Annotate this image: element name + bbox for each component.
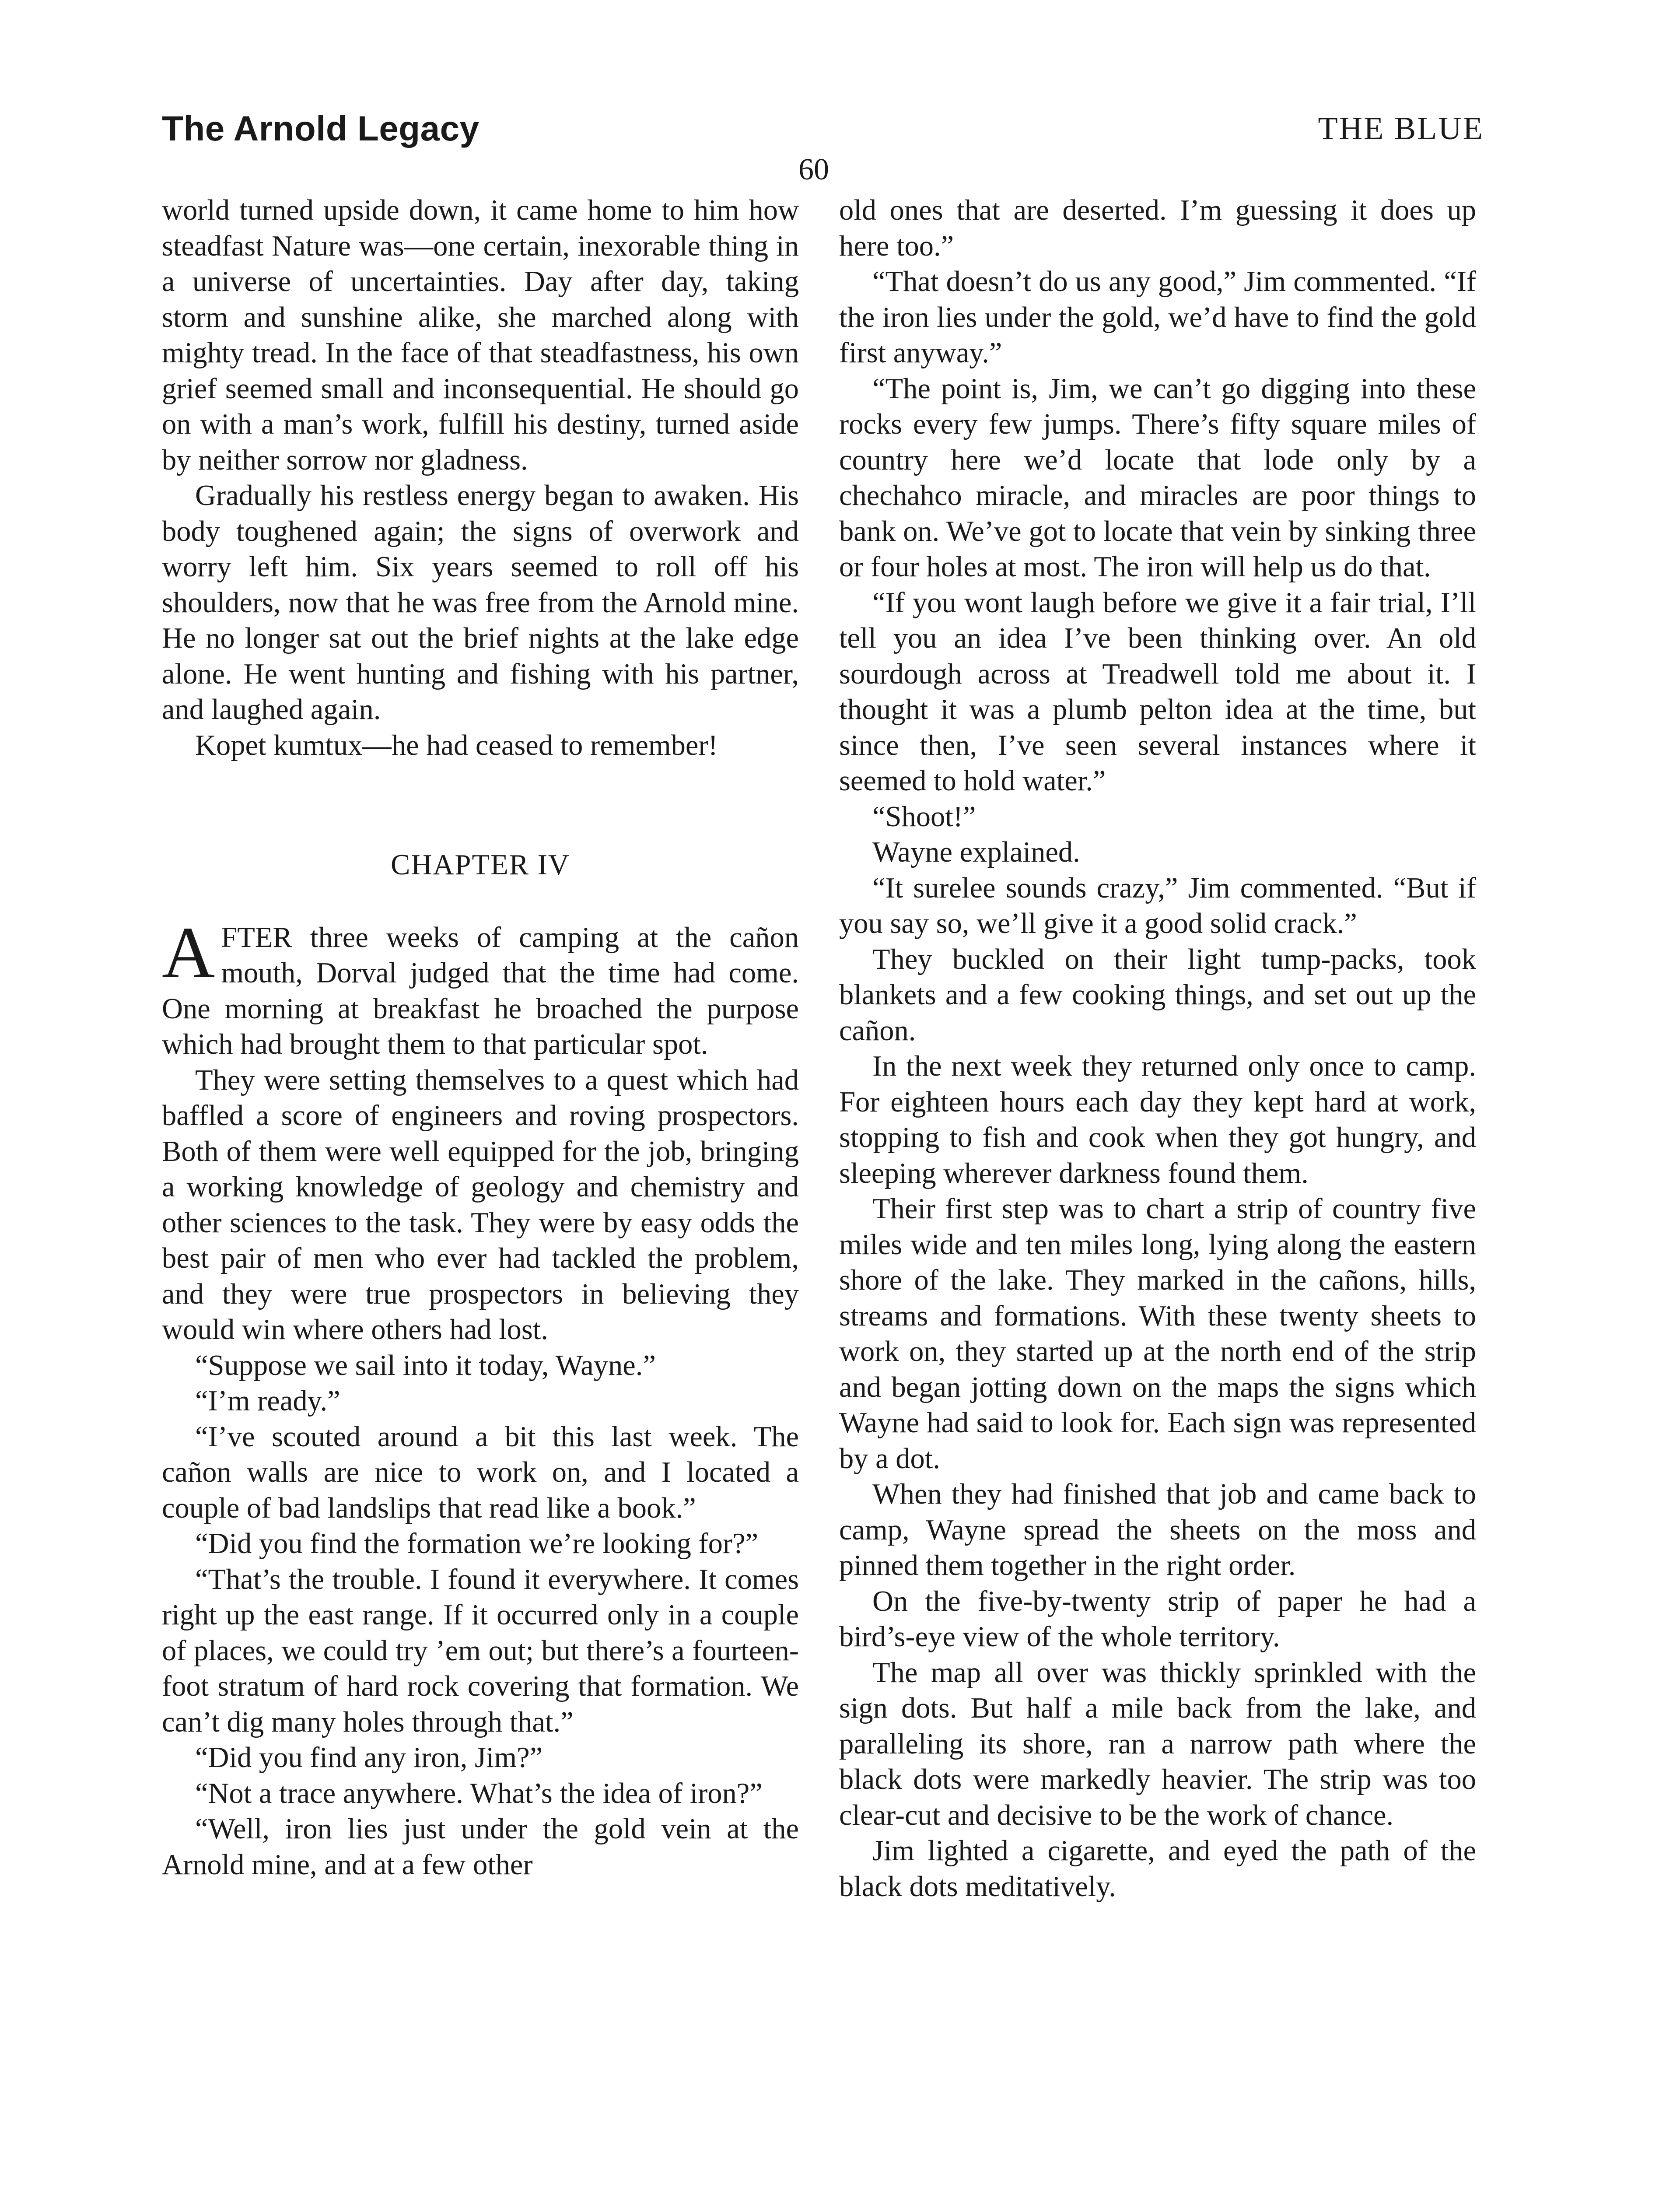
paragraph: “Well, iron lies just under the gold vein at the Arnold mine, and at a few other bbox=[162, 1813, 799, 1881]
paragraph: “I’ve scouted around a bit this last week. The cañon walls are nice to work on, and I located a couple of bad landslips that read like a book.” bbox=[162, 1420, 799, 1524]
paragraph: Jim lighted a cigarette, and eyed the path of the black dots meditatively. bbox=[839, 1835, 1476, 1903]
drop-cap: A bbox=[162, 912, 215, 993]
magazine-name: THE BLUE bbox=[1318, 111, 1484, 147]
left-column bbox=[162, 193, 799, 1883]
chapter-opening-paragraph bbox=[162, 912, 799, 1062]
paragraph: They buckled on their light tump-packs, took blankets and a few cooking things, and set out up the cañon. bbox=[839, 943, 1476, 1047]
page-number: 60 bbox=[798, 153, 829, 186]
paragraph: Kopet kumtux—he had ceased to remember! bbox=[195, 729, 718, 761]
paragraph: On the five-by-twenty strip of paper he had a bird’s-eye view of the whole territory. bbox=[839, 1585, 1476, 1653]
paragraph: “That doesn’t do us any good,” Jim commented. “If the iron lies under the gold, we’d have to find the gold first anyway.” bbox=[839, 266, 1476, 369]
paragraph: “If you wont laugh before we give it a fair trial, I’ll tell you an idea I’ve been thinking over. An old sourdough across at Treadwell told me about it. I thought it was a plumb pelton idea at the time, but since then, I’ve seen several instances where it seemed to hold water.” bbox=[839, 586, 1476, 797]
paragraph-text: FTER three weeks of camping at the cañon mouth, Dorval judged that the time had come. One morning at breakfast he broached the purpose which had brought them to that particular spot. bbox=[162, 921, 799, 1060]
paragraph: “Not a trace anywhere. What’s the idea of iron?” bbox=[195, 1777, 763, 1809]
paragraph: “It surelee sounds crazy,” Jim commented. “But if you say so, we’ll give it a good solid crack.” bbox=[839, 872, 1476, 940]
paragraph: Gradually his restless energy began to awaken. His body toughened again; the signs of overwork and worry left him. Six years seemed to roll off his shoulders, now that he was free from the Arnold mine. He no longer sat out the brief nights at the lake edge alone. He went hunting and fishing with his partner, and laughed again. bbox=[162, 480, 799, 726]
paragraph: “Did you find any iron, Jim?” bbox=[195, 1742, 543, 1774]
right-column bbox=[839, 193, 1476, 1904]
paragraph: world turned upside down, it came home to him how steadfast Nature was—one certain, inexorable thing in a universe of uncertainties. Day after day, taking storm and sunshine alike, she marched along with mighty tread. In the face of that steadfastness, his own grief seemed small and inconsequential. He should go on with a man’s work, fulfill his destiny, turned aside by neither sorrow nor gladness. bbox=[162, 194, 799, 476]
paragraph: Their first step was to chart a strip of country five miles wide and ten miles long, lying along the eastern shore of the lake. They marked in the cañons, hills, streams and formations. With these twenty sheets to work on, they started up at the north end of the strip and began jotting down on the maps the signs which Wayne had said to look for. Each sign was represented by a dot. bbox=[839, 1193, 1476, 1475]
chapter-heading: CHAPTER IV bbox=[391, 849, 570, 881]
paragraph: “That’s the trouble. I found it everywhere. It comes right up the east range. If it occurred only in a couple of places, we could try ’em out; but there’s a fourteen-foot stratum of hard rock covering that formation. We can’t dig many holes through that.” bbox=[162, 1563, 799, 1738]
paragraph: “Did you find the formation we’re looking for?” bbox=[195, 1528, 759, 1560]
paragraph: “Shoot!” bbox=[872, 800, 976, 833]
story-title: The Arnold Legacy bbox=[162, 109, 480, 148]
paragraph: Wayne explained. bbox=[872, 836, 1080, 868]
paragraph: In the next week they returned only once to camp. For eighteen hours each day they kept hard at work, stopping to fish and cook when they got hungry, and sleeping wherever darkness found them. bbox=[839, 1050, 1476, 1189]
paragraph: When they had finished that job and came back to camp, Wayne spread the sheets on the moss and pinned them together in the right order. bbox=[839, 1478, 1476, 1581]
paragraph: old ones that are deserted. I’m guessing it does up here too.” bbox=[839, 194, 1476, 262]
paragraph: “I’m ready.” bbox=[195, 1385, 340, 1417]
paragraph: They were setting themselves to a quest which had baffled a score of engineers and roving prospectors. Both of them were well equipped for the job, bringing a working knowledge of geology and chemistry and other sciences to the task. They were by easy odds the best pair of men who ever had tackled the problem, and they were true prospectors in believing they would win where others had lost. bbox=[162, 1064, 799, 1346]
paragraph: “Suppose we sail into it today, Wayne.” bbox=[195, 1349, 656, 1382]
paragraph: The map all over was thickly sprinkled with the sign dots. But half a mile back from the lake, and paralleling its shore, ran a narrow path where the black dots were markedly heavier. The strip was too clear-cut and decisive to be the work of chance. bbox=[839, 1656, 1476, 1831]
paragraph: “The point is, Jim, we can’t go digging into these rocks every few jumps. There’s fifty square miles of country here we’d locate that lode only by a chechahco miracle, and miracles are poor things to bank on. We’ve got to locate that vein by sinking three or four holes at most. The iron will help us do that. bbox=[839, 372, 1476, 583]
